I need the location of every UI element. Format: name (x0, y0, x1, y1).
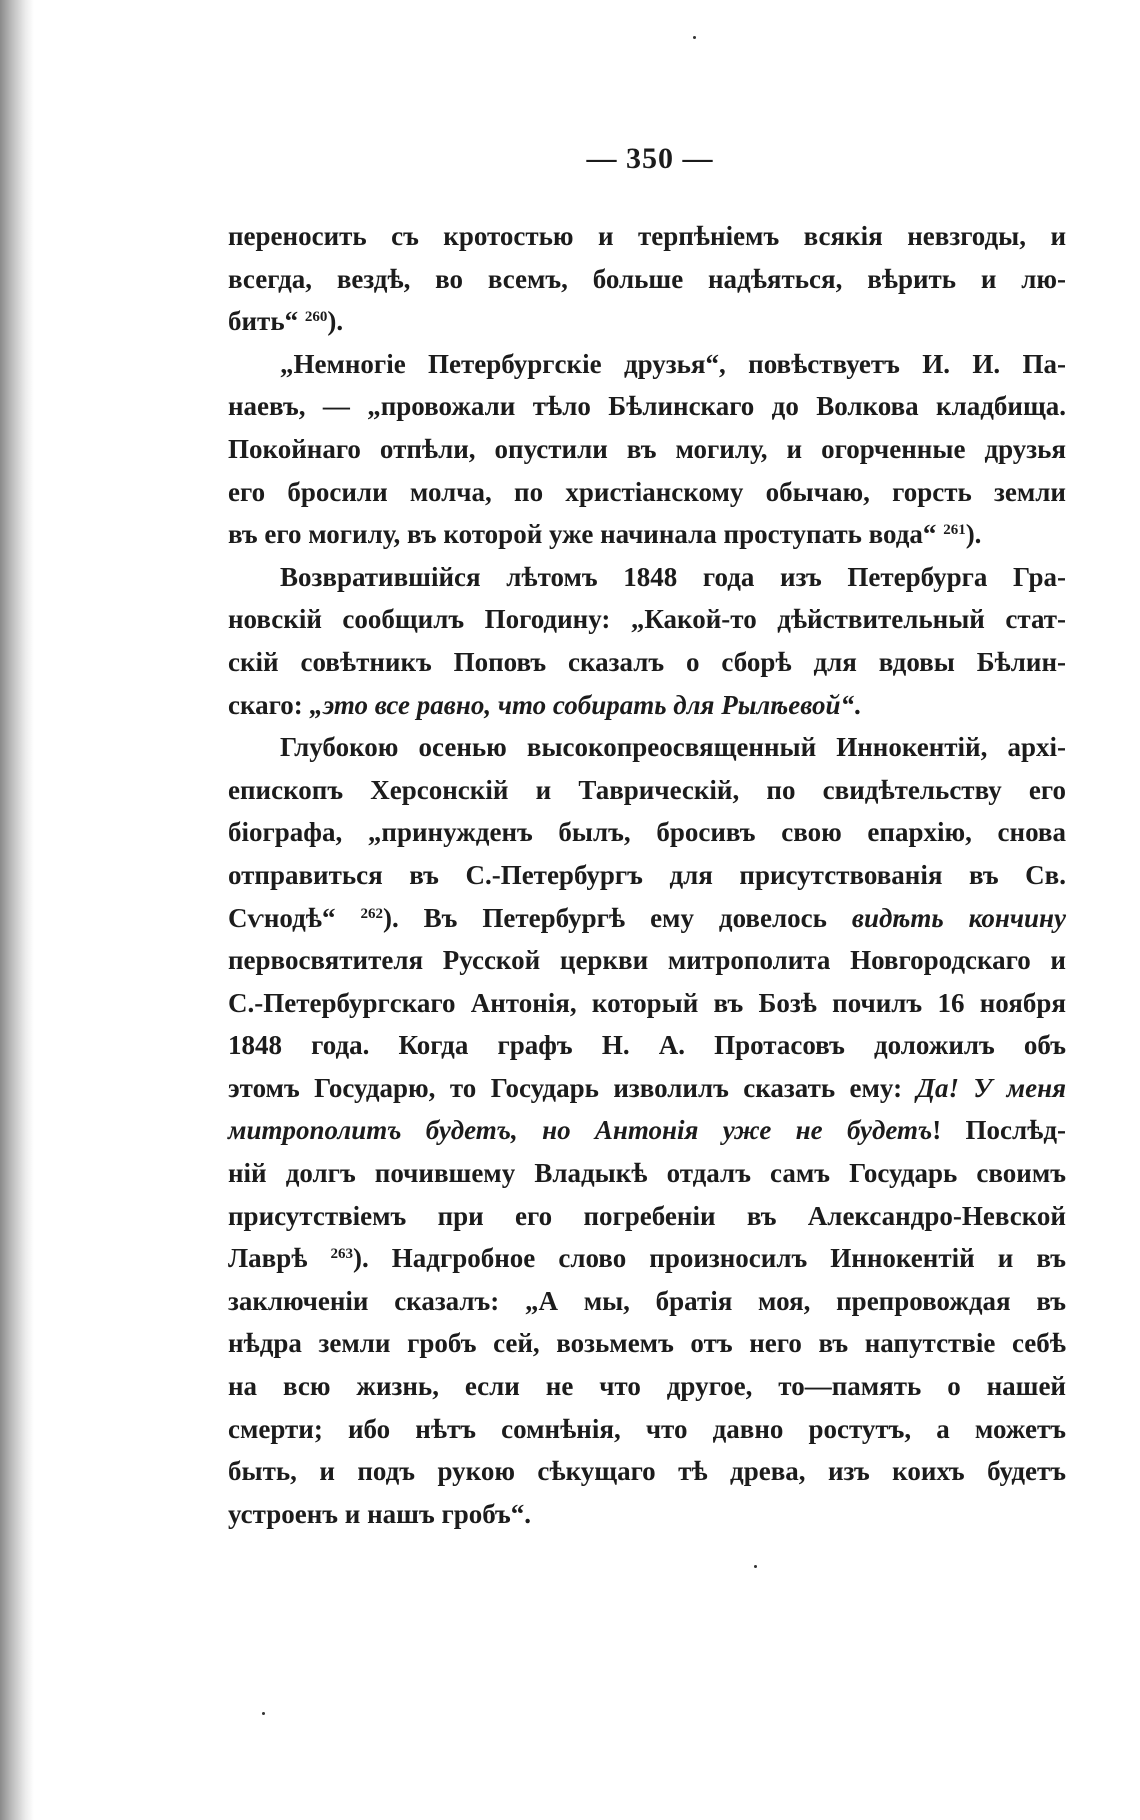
text-run: устроенъ и нашъ гробъ“. (228, 1498, 532, 1529)
text-line (228, 726, 1066, 769)
text-line (228, 1237, 1066, 1280)
text-run: ). Надгробное слово произносилъ Иннокентій и въ (353, 1243, 1067, 1274)
italic-text: видѣть кончину (851, 902, 1066, 933)
text-run: Глубокою осенью высокопреосвященный Иннокентій, архі- (280, 732, 1066, 763)
italic-text: Да! У меня (916, 1072, 1066, 1103)
text-line (228, 556, 1066, 599)
text-run: отправиться въ С.-Петербургъ для присутствованія въ Св. (228, 859, 1066, 890)
text-run: новскій сообщилъ Погодину: „Какой-то дѣйствительный стат- (228, 604, 1066, 635)
text-run: Возвратившійся лѣтомъ 1848 года изъ Петербурга Гра- (280, 561, 1066, 592)
text-line (228, 854, 1066, 897)
text-run: этомъ Государю, то Государь изволилъ сказать ему: (228, 1072, 917, 1103)
text-line (228, 513, 1066, 556)
text-run: первосвятителя Русской церкви митрополита Новгородскаго и (228, 945, 1066, 976)
text-run: ній долгъ почившему Владыкѣ отдалъ самъ Государь своимъ (228, 1158, 1066, 1189)
text-run: бить“ (228, 306, 305, 337)
page-number: — 350 — (586, 142, 714, 175)
text-run: наевъ, — „провожали тѣло Бѣлинскаго до Волкова кладбища. (228, 391, 1066, 422)
text-run: заключеніи сказалъ: „А мы, братія моя, препровождая въ (228, 1285, 1066, 1316)
text-line (228, 258, 1066, 301)
scan-speck (693, 36, 696, 39)
text-line (228, 215, 1066, 258)
text-run: 1848 года. Когда графъ Н. А. Протасовъ доложилъ объ (228, 1030, 1066, 1061)
text-run: нѣдра земли гробъ сей, возьмемъ отъ него въ напутствіе себѣ (228, 1328, 1066, 1359)
text-run: переносить съ кротостью и терпѣніемъ всякія невзгоды, и (228, 221, 1066, 251)
text-line (228, 1280, 1066, 1323)
text-line (228, 1109, 1066, 1152)
text-line (228, 769, 1066, 812)
text-line (228, 385, 1066, 428)
text-line (228, 1152, 1066, 1195)
body-text (228, 215, 1066, 1535)
text-run: ). Въ Петербургѣ ему довелось (382, 902, 852, 933)
text-line (228, 343, 1066, 386)
text-line (228, 684, 1066, 727)
text-run: присутствіемъ при его погребеніи въ Александро-Невской (228, 1200, 1066, 1231)
text-line (228, 1365, 1066, 1408)
text-line (228, 1024, 1066, 1067)
footnote-ref: 263 (330, 1246, 353, 1263)
text-line (228, 428, 1066, 471)
text-run: С.-Петербургскаго Антонія, который въ Бозѣ почилъ 16 ноября (228, 987, 1066, 1018)
text-line (228, 897, 1066, 940)
text-run: всегда, вездѣ, во всемъ, больше надѣяться, вѣрить и лю- (228, 263, 1066, 294)
text-line (228, 1493, 1066, 1536)
text-line (228, 982, 1066, 1025)
scan-speck (754, 1565, 757, 1568)
text-line (228, 471, 1066, 514)
text-run: смерти; ибо нѣтъ сомнѣнія, что давно ростутъ, а можетъ (228, 1413, 1066, 1444)
text-run: ). (965, 519, 982, 550)
italic-text: „это все равно, что собирать для Рылѣевой“ (309, 689, 855, 720)
text-run: ! Послѣд- (932, 1115, 1066, 1146)
text-run: Сѵнодѣ“ (228, 902, 361, 933)
text-run: ). (327, 306, 344, 337)
text-line (228, 1450, 1066, 1493)
text-line (228, 1195, 1066, 1238)
text-run: Лаврѣ (228, 1243, 331, 1274)
text-run: въ его могилу, въ которой уже начинала проступать вода“ (228, 519, 944, 550)
text-run: его бросили молча, по христіанскому обычаю, горсть земли (228, 476, 1066, 507)
text-run: на всю жизнь, если не что другое, то—память о нашей (228, 1371, 1066, 1402)
footnote-ref: 260 (304, 309, 328, 326)
text-run: скаго: (228, 689, 310, 720)
italic-text: митрополитъ будетъ, но Антонія уже не будетъ (228, 1115, 933, 1146)
scan-speck (262, 1712, 265, 1715)
text-line (228, 1067, 1066, 1110)
text-line (228, 598, 1066, 641)
text-run: быть, и подъ рукою сѣкущаго тѣ древа, изъ коихъ будетъ (228, 1456, 1066, 1487)
text-run: Покойнаго отпѣли, опустили въ могилу, и огорченные друзья (228, 433, 1066, 464)
text-run: . (854, 689, 861, 720)
footnote-ref: 261 (943, 522, 966, 539)
text-line (228, 811, 1066, 854)
text-line (228, 1408, 1066, 1451)
footnote-ref: 262 (360, 905, 383, 922)
text-run: скій совѣтникъ Поповъ сказалъ о сборѣ для вдовы Бѣлин- (228, 646, 1066, 677)
text-run: епископъ Херсонскій и Таврическій, по свидѣтельству его (228, 774, 1066, 805)
text-line (228, 641, 1066, 684)
text-run: „Немногіе Петербургскіе друзья“, повѣствуетъ И. И. Па- (280, 348, 1066, 379)
text-line (228, 300, 1066, 343)
text-line (228, 939, 1066, 982)
text-run: біографа, „принужденъ былъ, бросивъ свою епархію, снова (228, 817, 1066, 848)
text-line (228, 1322, 1066, 1365)
